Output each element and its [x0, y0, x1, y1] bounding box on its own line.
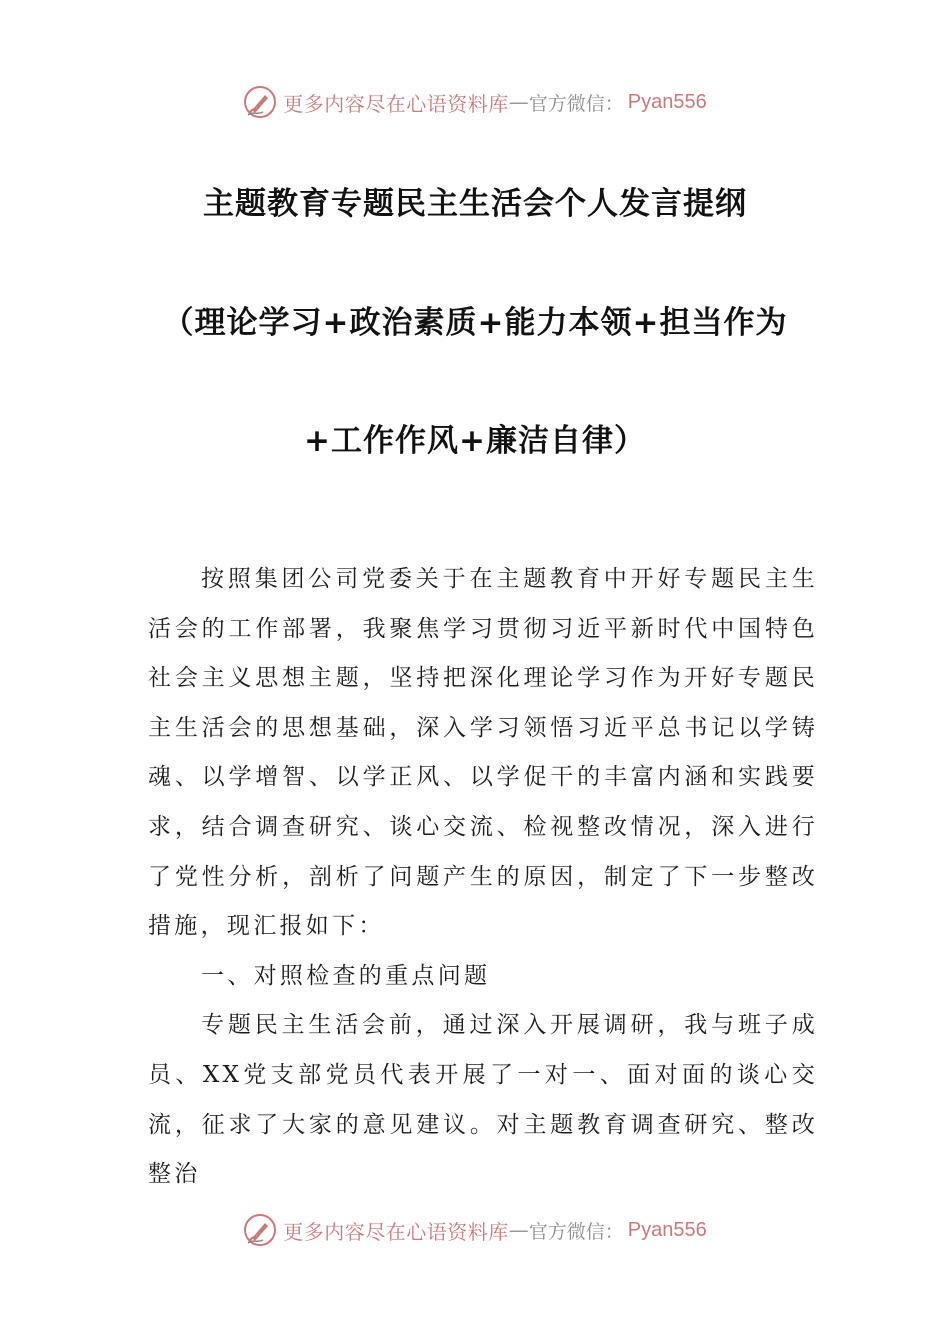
- watermark-official-label: 官方微信：: [528, 92, 624, 115]
- watermark-main-text: 更多内容尽在心语资料库: [283, 91, 509, 116]
- footer-watermark: [0, 1210, 950, 1250]
- header-watermark: [0, 82, 950, 122]
- section-1-heading: 一、对照检查的重点问题: [201, 962, 491, 989]
- watermark-official-label: 官方微信：: [528, 1220, 624, 1243]
- intro-paragraph: 按照集团公司党委关于在主题教育中开好专题民主生活会的工作部署，我聚焦学习贯彻习近平新时代中国特色社会主义思想主题，坚持把深化理论学习作为开好专题民主生活会的思想基础，深入学习领悟习近平总书记以学铸魂、以学增智、以学正风、以学促干的丰富内涵和实践要求，结合调查研究、谈心交流、检视整改情况，深入进行了党性分析，剖析了问题产生的原因，制定了下一步整改措施，现汇报如下：: [148, 566, 818, 940]
- section-1-paragraph: 专题民主生活会前，通过深入开展调研，我与班子成员、XX党支部党员代表开展了一对一、面对面的谈心交流，征求了大家的意见建议。对主题教育调查研究、整改整治: [148, 1012, 818, 1188]
- document-title-line-3: +工作作风+廉洁自律）: [304, 423, 646, 459]
- watermark-wechat-id: Pyan556: [627, 1218, 707, 1241]
- watermark-wechat-id: Pyan556: [627, 90, 707, 113]
- watermark-main-text: 更多内容尽在心语资料库: [283, 1219, 509, 1244]
- watermark-dash: —: [508, 90, 529, 114]
- watermark-dash: —: [508, 1218, 529, 1242]
- document-title-line-1: 主题教育专题民主生活会个人发言提纲: [203, 186, 747, 222]
- pen-logo-icon: [243, 85, 277, 119]
- pen-logo-icon: [243, 1213, 277, 1247]
- document-title-line-2: （理论学习+政治素质+能力本领+担当作为: [162, 305, 788, 341]
- document-body: [148, 555, 818, 1200]
